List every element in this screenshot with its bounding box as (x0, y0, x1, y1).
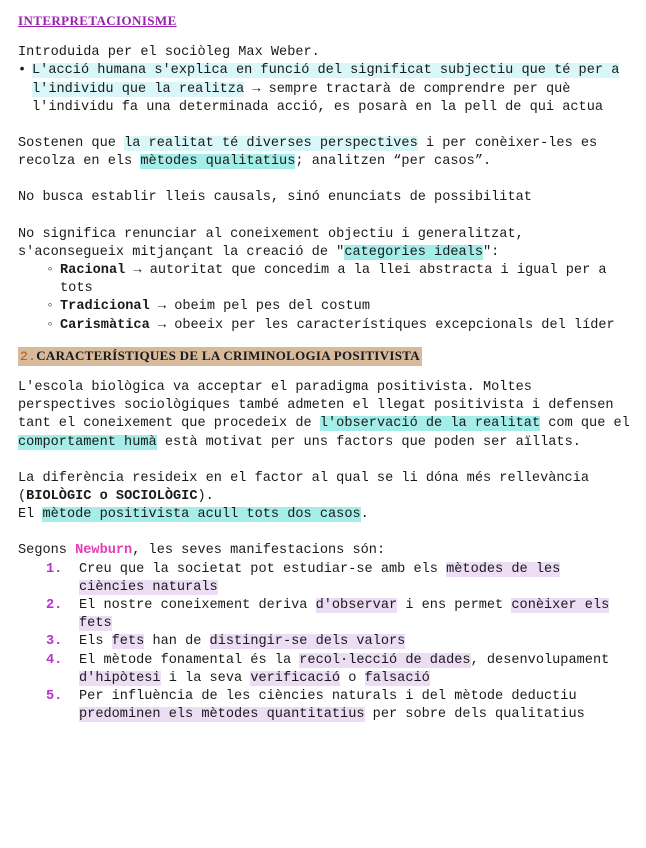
paragraph-newburn: Segons Newburn, les seves manifestacions són: (18, 543, 386, 559)
document-page (18, 12, 633, 725)
paragraph-difference: La diferència resideix en el factor al qual se li dóna més rellevància (BIOLÒGIC o SOCIOLÒGIC). (18, 470, 590, 505)
section-title: INTERPRETACIONISME (18, 13, 177, 28)
list-item: 3. Els fets han de distingir-se dels valors (46, 634, 406, 650)
paragraph-positivism: L'escola biològica va acceptar el paradigma positivista. Moltes perspectives sociològiques també admeten el llegat positivista i defensen tant el coneixement que procedeix de l'observació de la realitat com que el comportament humà està motivat per uns factors que poden ser aïllats. (18, 380, 630, 450)
highlight: recol·lecció de dades (299, 652, 471, 668)
highlight: d'hipòtesi (79, 670, 161, 686)
intro-text: Introduida per el sociòleg Max Weber. (18, 45, 320, 61)
list-item: 1. Creu que la societat pot estudiar-se amb els mètodes de les ciències naturals (46, 561, 561, 595)
highlight: l'observació de la realitat (319, 416, 541, 432)
authority-type-item: ◦ Tradicional → obeim pel pes del costum (46, 298, 633, 316)
authority-type-item: ◦ Racional → autoritat que concedim a la llei abstracta i igual per a tots (46, 262, 633, 298)
authority-type-item: ◦ Carismàtica → obeeix per les característiques excepcionals del líder (46, 317, 633, 335)
highlight: L'acció humana s'explica en funció del significat subjectiu que té per a l'individu que la realitza (32, 63, 620, 97)
highlight: fets (111, 634, 145, 650)
paragraph-causal: No busca establir lleis causals, sinó enunciats de possibilitat (18, 190, 532, 206)
list-item: 4. El mètode fonamental és la recol·lecció de dades, desenvolupament d'hipòtesi i la seva verificació o falsació (46, 652, 610, 686)
paragraph-method: El mètode positivista acull tots dos casos. (18, 507, 369, 523)
bullet-dot-icon: • (18, 63, 27, 79)
highlight: verificació (250, 670, 341, 686)
highlight: distingir-se dels valors (209, 634, 406, 650)
circle-bullet-icon: ◦ (46, 317, 55, 333)
highlight: d'observar (315, 598, 398, 614)
highlight: la realitat té diverses perspectives (124, 136, 418, 152)
highlight: falsació (364, 670, 430, 686)
circle-bullet-icon: ◦ (46, 299, 55, 315)
highlight: categories ideals (344, 244, 483, 260)
highlight: mètode positivista acull tots dos casos (42, 507, 361, 523)
highlight: comportament humà (18, 434, 157, 450)
highlight: predominen els mètodes quantitatius (79, 707, 365, 723)
list-item: 2. El nostre coneixement deriva d'observar i ens permet conèixer els fets (46, 598, 610, 632)
paragraph-perspectives: Sostenen que la realitat té diverses perspectives i per conèixer-les es recolza en els mètodes qualitatius; analitzen “per casos”. (18, 136, 598, 170)
highlight: conèixer els fets (79, 598, 610, 632)
paragraph-ideal-categories: No significa renunciar al coneixement objectiu i generalitzat, s'aconsegueix mitjançant la creació de "categories ideals": (18, 226, 524, 260)
section-heading: 2.CARACTERÍSTIQUES DE LA CRIMINOLOGIA POSITIVISTA (18, 347, 422, 366)
highlight: mètodes qualitatius (140, 154, 296, 170)
bullet-item: • L'acció humana s'explica en funció del significat subjectiu que té per a l'individu que la realitza → sempre tractarà de comprendre per què l'individu fa una determinada acció, es posarà en la pell de qui actua (18, 62, 633, 117)
author-name: Newburn (75, 543, 133, 559)
highlight: mètodes de les ciències naturals (79, 561, 561, 595)
circle-bullet-icon: ◦ (46, 263, 55, 279)
list-item: 5. Per influència de les ciències naturals i del mètode deductiu predominen els mètodes quantitatius per sobre dels qualitatius (46, 689, 585, 723)
